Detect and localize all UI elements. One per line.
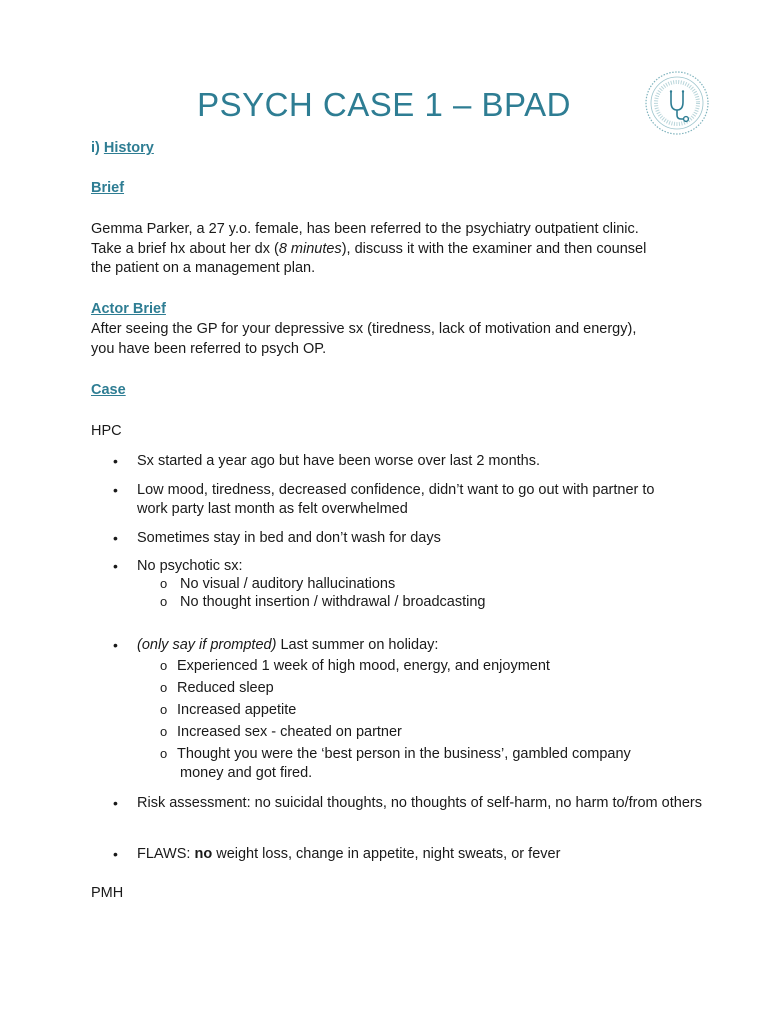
sub-list-item-continued: money and got fired. [180, 765, 313, 781]
sub-list-item: Increased appetite [177, 702, 297, 718]
sub-bullet-marker: o [160, 680, 168, 695]
sub-bullet-marker: o [160, 576, 168, 591]
brief-time-limit: 8 minutes [278, 241, 342, 257]
flaws-no: no [194, 846, 213, 862]
sub-list-item: No visual / auditory hallucinations [180, 576, 396, 592]
section-prefix: i) [91, 140, 104, 156]
bullet-marker: • [113, 637, 118, 653]
sub-bullet-marker: o [160, 594, 168, 609]
actor-brief-line-1: After seeing the GP for your depressive sx (tiredness, lack of motivation and energy), [91, 321, 637, 337]
actor-brief-heading[interactable]: Actor Brief [91, 301, 166, 317]
list-item: Sx started a year ago but have been worse over last 2 months. [137, 453, 541, 469]
bullet-marker: • [113, 558, 118, 574]
bullet-marker: • [113, 453, 118, 469]
list-item: Sometimes stay in bed and don’t wash for days [137, 530, 441, 546]
sub-list-item: No thought insertion / withdrawal / broadcasting [180, 594, 486, 610]
sub-bullet-marker: o [160, 724, 168, 739]
bullet-marker: • [113, 482, 118, 498]
brief-line-1: Gemma Parker, a 27 y.o. female, has been referred to the psychiatry outpatient clinic. [91, 221, 639, 237]
flaws-label: FLAWS: [137, 846, 195, 862]
page-title: PSYCH CASE 1 – BPAD [197, 86, 571, 123]
brief-line-3: the patient on a management plan. [91, 260, 316, 276]
list-item: Low mood, tiredness, decreased confidence, didn’t want to go out with partner to [137, 482, 655, 498]
stethoscope-seal-icon [644, 70, 710, 136]
list-item [137, 635, 438, 655]
bullet-marker: • [113, 795, 118, 811]
brief-line-2-a: Take a brief hx about her dx ( [91, 241, 279, 257]
case-heading[interactable]: Case [91, 382, 126, 398]
brief-heading[interactable]: Brief [91, 180, 125, 196]
history-link[interactable]: History [103, 140, 154, 156]
prompt-note: (only say if prompted) [137, 637, 277, 653]
brief-line-2-b: ), discuss it with the examiner and then counsel [341, 241, 647, 257]
sub-list-item: Thought you were the ‘best person in the business’, gambled company [177, 746, 631, 762]
sub-bullet-marker: o [160, 702, 168, 717]
section-heading [91, 139, 154, 158]
list-item: No psychotic sx: [137, 558, 243, 574]
hpc-label: HPC [91, 423, 122, 439]
actor-brief-line-2: you have been referred to psych OP. [91, 341, 327, 357]
brief-line-2 [91, 240, 646, 259]
sub-list-item: Reduced sleep [177, 680, 274, 696]
pmh-label: PMH [91, 885, 124, 901]
sub-bullet-marker: o [160, 658, 168, 673]
sub-bullet-marker: o [160, 746, 168, 761]
list-item [137, 844, 560, 864]
list-item-text: Last summer on holiday: [276, 637, 439, 653]
bullet-marker: • [113, 846, 118, 862]
sub-list-item: Experienced 1 week of high mood, energy, and enjoyment [177, 658, 550, 674]
bullet-marker: • [113, 530, 118, 546]
list-item: Risk assessment: no suicidal thoughts, no thoughts of self-harm, no harm to/from others [137, 795, 702, 811]
sub-list-item: Increased sex - cheated on partner [177, 724, 402, 740]
list-item-continued: work party last month as felt overwhelmed [137, 501, 408, 517]
flaws-text: weight loss, change in appetite, night sweats, or fever [212, 846, 561, 862]
